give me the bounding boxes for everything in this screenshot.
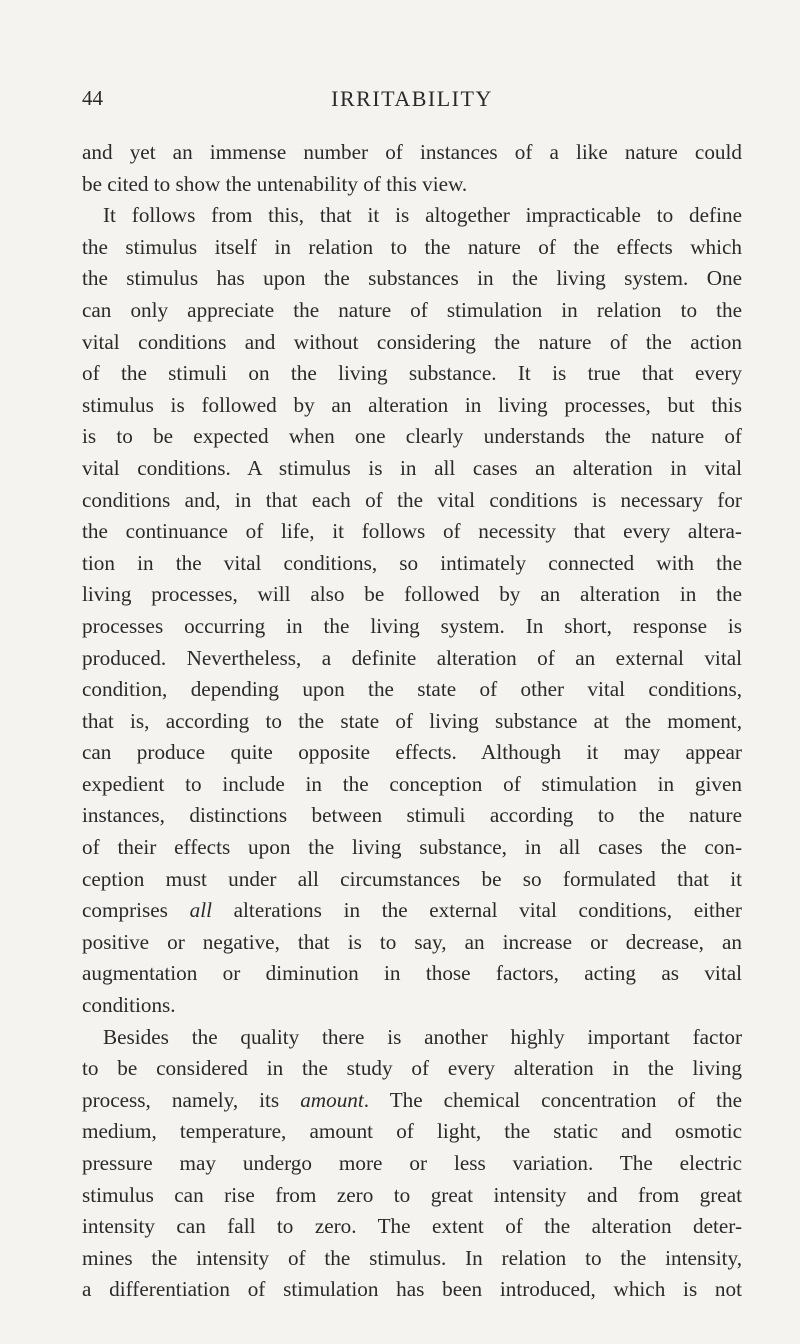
text-line: augmentation or diminution in those factors, acting as vital <box>82 961 742 986</box>
text-line: stimulus can rise from zero to great intensity and from great <box>82 1182 742 1207</box>
text-line: conditions and, in that each of the vital conditions is necessary for <box>82 487 742 512</box>
page-header <box>82 86 742 116</box>
text-line: a differentiation of stimulation has been introduced, which is not <box>82 1277 742 1302</box>
text-line: stimulus is followed by an alteration in living processes, but this <box>82 392 742 417</box>
text-line: tion in the vital conditions, so intimately connected with the <box>82 550 742 575</box>
text-line: intensity can fall to zero. The extent of the alteration deter- <box>82 1214 742 1239</box>
text-line: the continuance of life, it follows of necessity that every altera- <box>82 519 742 544</box>
body-text <box>82 137 742 1306</box>
text-line: the stimulus itself in relation to the nature of the effects which <box>82 234 742 259</box>
text-line: vital conditions. A stimulus is in all cases an alteration in vital <box>82 455 742 480</box>
text-line: positive or negative, that is to say, an increase or decrease, an <box>82 929 742 954</box>
text-line: pressure may undergo more or less variation. The electric <box>82 1151 742 1175</box>
text-line: is to be expected when one clearly understands the nature of <box>82 424 742 449</box>
text-line: medium, temperature, amount of light, the static and osmotic <box>82 1119 742 1144</box>
italic-emphasis: all <box>189 898 212 923</box>
text-line: processes occurring in the living system. In short, response is <box>82 613 742 638</box>
text-line: can only appreciate the nature of stimulation in relation to the <box>82 297 742 322</box>
text-line: expedient to include in the conception of stimulation in given <box>82 771 742 796</box>
text-line: the stimulus has upon the substances in the living system. One <box>82 266 742 291</box>
text-line: conditions. <box>82 993 176 1018</box>
text-line: to be considered in the study of every alteration in the living <box>82 1056 742 1081</box>
text-line: that is, according to the state of living substance at the moment, <box>82 708 742 733</box>
text-line: of their effects upon the living substance, in all cases the con- <box>82 835 742 860</box>
text-line: and yet an immense number of instances of a like nature could <box>82 140 742 164</box>
text-line: mines the intensity of the stimulus. In relation to the intensity, <box>82 1245 742 1270</box>
text-line: can produce quite opposite effects. Although it may appear <box>82 740 742 765</box>
text-line: process, namely, its amount. The chemical concentration of the <box>82 1087 743 1112</box>
text-line: produced. Nevertheless, a definite alteration of an external vital <box>82 645 742 670</box>
text-line: It follows from this, that it is altogether impracticable to define <box>103 203 742 228</box>
italic-emphasis: amount <box>300 1087 364 1112</box>
running-head: IRRITABILITY <box>331 86 493 111</box>
text-line: condition, depending upon the state of other vital conditions, <box>82 677 742 702</box>
text-line: comprises all alterations in the external vital conditions, either <box>82 898 742 923</box>
text-line: living processes, will also be followed by an alteration in the <box>82 582 742 607</box>
text-line: ception must under all circumstances be so formulated that it <box>82 866 742 891</box>
text-line: instances, distinctions between stimuli according to the nature <box>82 803 742 828</box>
text-line: be cited to show the untenability of this view. <box>82 171 468 196</box>
text-line: Besides the quality there is another highly important factor <box>103 1024 742 1049</box>
page-number: 44 <box>82 86 103 110</box>
text-line: vital conditions and without considering the nature of the action <box>82 329 742 354</box>
text-line: of the stimuli on the living substance. It is true that every <box>82 361 742 386</box>
